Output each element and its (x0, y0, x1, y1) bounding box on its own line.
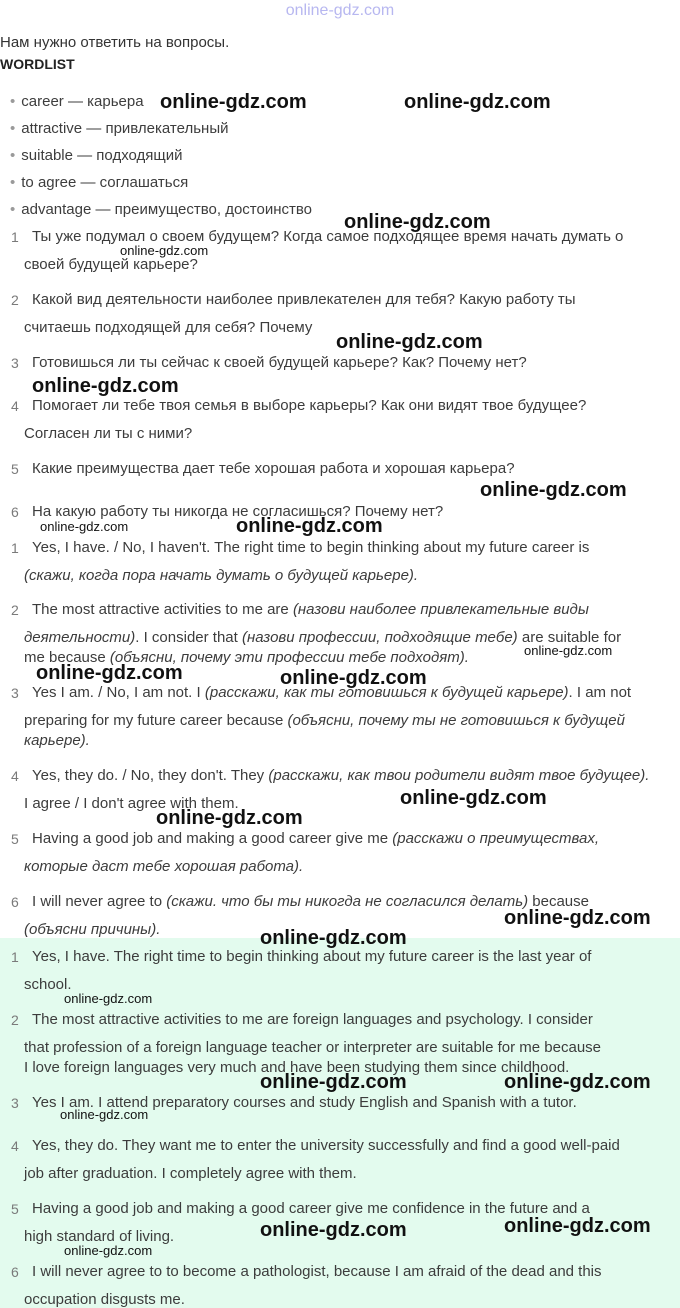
question-number: 2 (11, 292, 19, 308)
answer-number: 6 (11, 1264, 19, 1280)
question-text: Ты уже подумал о своем будущем? Когда самое подходящее время начать думать о (32, 228, 624, 245)
answer-text: occupation disgusts me. (24, 1291, 185, 1308)
question-number: 3 (11, 355, 19, 371)
watermark-small: online-gdz.com (524, 643, 613, 658)
template-hint: которые даст тебе хорошая работа). (24, 858, 304, 875)
template-number: 2 (11, 602, 19, 618)
template-hint: (назови профессии, подходящие тебе) (242, 629, 518, 646)
wordlist-item (10, 147, 183, 164)
answer-text: Having a good job and making a good career give me confidence in the future and a (32, 1200, 590, 1217)
question-number: 5 (11, 461, 19, 477)
watermark: online-gdz.com (280, 667, 427, 689)
answer-number: 4 (11, 1138, 19, 1154)
answer-number: 2 (11, 1012, 19, 1028)
template-text (32, 601, 589, 618)
answer-text: Yes, I have. The right time to begin thinking about my future career is the last year of (32, 948, 592, 965)
template-hint: (объясни, почему эти профессии тебе подходят). (109, 649, 469, 666)
template-number: 4 (11, 768, 19, 784)
wordlist-item-text: suitable — подходящий (21, 147, 183, 164)
template-hint: (скажи, когда пора начать думать о будущей карьере). (24, 567, 419, 584)
watermark-small: online-gdz.com (64, 991, 153, 1006)
bullet-icon: • (10, 93, 16, 110)
wordlist-item (10, 120, 228, 137)
watermark: online-gdz.com (504, 1071, 651, 1093)
template-plain: . I am not (568, 684, 632, 701)
wordlist-item-text: attractive — привлекательный (21, 120, 229, 137)
answer-text: I will never agree to to become a pathologist, because I am afraid of the dead and this (32, 1263, 602, 1280)
template-plain: . I consider that (135, 629, 242, 646)
watermark: online-gdz.com (504, 1215, 651, 1237)
watermark-small: online-gdz.com (40, 519, 129, 534)
bullet-icon: • (10, 120, 16, 137)
template-text (24, 712, 625, 729)
watermark-small: online-gdz.com (120, 243, 209, 258)
answer-text: high standard of living. (24, 1228, 175, 1245)
template-text: I agree / I don't agree with them. (24, 795, 239, 812)
wordlist-heading: WORDLIST (0, 56, 75, 72)
answer-text: The most attractive activities to me are foreign languages and psychology. I consider (32, 1011, 593, 1028)
template-hint: (объясни причины). (24, 921, 161, 938)
question-text: На какую работу ты никогда не согласишься? Почему нет? (32, 503, 444, 520)
template-text (32, 830, 599, 847)
watermark: online-gdz.com (400, 787, 547, 809)
wordlist-item (10, 174, 188, 191)
template-hint: карьере). (24, 732, 90, 749)
watermark: online-gdz.com (480, 479, 627, 501)
wordlist-item-text: to agree — соглашаться (21, 174, 189, 191)
template-number: 6 (11, 894, 19, 910)
bullet-icon: • (10, 174, 16, 191)
template-text (32, 767, 649, 784)
watermark-small: online-gdz.com (64, 1243, 153, 1258)
question-text: Готовишься ли ты сейчас к своей будущей карьере? Как? Почему нет? (32, 354, 527, 371)
watermark: online-gdz.com (160, 91, 307, 113)
wordlist-item-text: career — карьера (21, 93, 144, 110)
template-plain: are suitable for (517, 629, 622, 646)
template-hint: (объясни, почему ты не готовишься к будущей (287, 712, 625, 729)
question-number: 1 (11, 229, 19, 245)
bullet-icon: • (10, 147, 16, 164)
answer-number: 1 (11, 949, 19, 965)
answer-text: that profession of a foreign language teacher or interpreter are suitable for me because (24, 1039, 602, 1056)
watermark: online-gdz.com (156, 807, 303, 829)
watermark: online-gdz.com (260, 1219, 407, 1241)
watermark: online-gdz.com (344, 211, 491, 233)
watermark: online-gdz.com (36, 662, 183, 684)
watermark-small: online-gdz.com (60, 1107, 149, 1122)
watermark: online-gdz.com (32, 375, 179, 397)
template-hint: (расскажи о преимуществах, (392, 830, 600, 847)
watermark: online-gdz.com (504, 907, 651, 929)
answer-text: I love foreign languages very much and have been studying them since childhood. (24, 1059, 570, 1076)
template-number: 3 (11, 685, 19, 701)
answer-text: Yes, they do. They want me to enter the university successfully and find a good well-paid (32, 1137, 620, 1154)
wordlist-item-text: advantage — преимущество, достоинство (21, 201, 313, 218)
bullet-icon: • (10, 201, 16, 218)
question-text: Помогает ли тебе твоя семья в выборе карьеры? Как они видят твое будущее? (32, 397, 587, 414)
answer-text: school. (24, 976, 72, 993)
template-plain: Having a good job and making a good career give me (32, 830, 393, 847)
answer-number: 5 (11, 1201, 19, 1217)
question-number: 4 (11, 398, 19, 414)
template-plain: Yes I am. / No, I am not. I (32, 684, 205, 701)
template-plain: Yes, they do. / No, they don't. They (32, 767, 269, 784)
question-text: своей будущей карьере? (24, 256, 198, 273)
template-hint: (назови наиболее привлекательные виды (292, 601, 589, 618)
template-plain: because (528, 893, 589, 910)
answer-number: 3 (11, 1095, 19, 1111)
question-text: Какой вид деятельности наиболее привлекателен для тебя? Какую работу ты (32, 291, 576, 308)
intro-text: Нам нужно ответить на вопросы. (0, 34, 230, 51)
watermark: online-gdz.com (236, 515, 383, 537)
template-hint: деятельности) (24, 629, 136, 646)
watermark: online-gdz.com (336, 331, 483, 353)
watermark: online-gdz.com (260, 1071, 407, 1093)
question-text: Какие преимущества дает тебе хорошая работа и хорошая карьера? (32, 460, 515, 477)
template-number: 1 (11, 540, 19, 556)
template-plain: I will never agree to (32, 893, 167, 910)
top-watermark: online-gdz.com (285, 2, 395, 19)
template-plain: me because (24, 649, 110, 666)
template-plain: The most attractive activities to me are (32, 601, 293, 618)
template-plain: preparing for my future career because (24, 712, 288, 729)
watermark: online-gdz.com (404, 91, 551, 113)
wordlist-item (10, 93, 144, 110)
answer-text: job after graduation. I completely agree with them. (24, 1165, 357, 1182)
template-hint: (скажи. что бы ты никогда не согласился делать) (166, 893, 529, 910)
question-text: считаешь подходящей для себя? Почему (24, 319, 313, 336)
template-text: Yes, I have. / No, I haven't. The right time to begin thinking about my future career is (32, 539, 590, 556)
template-hint: (расскажи, как ты готовишься к будущей карьере) (204, 684, 569, 701)
answer-text: Yes I am. I attend preparatory courses and study English and Spanish with a tutor. (32, 1094, 577, 1111)
question-text: Согласен ли ты с ними? (24, 425, 193, 442)
wordlist-item (10, 201, 312, 218)
template-number: 5 (11, 831, 19, 847)
template-hint: (расскажи, как твои родители видят твое будущее). (268, 767, 650, 784)
watermark: online-gdz.com (260, 927, 407, 949)
question-number: 6 (11, 504, 19, 520)
